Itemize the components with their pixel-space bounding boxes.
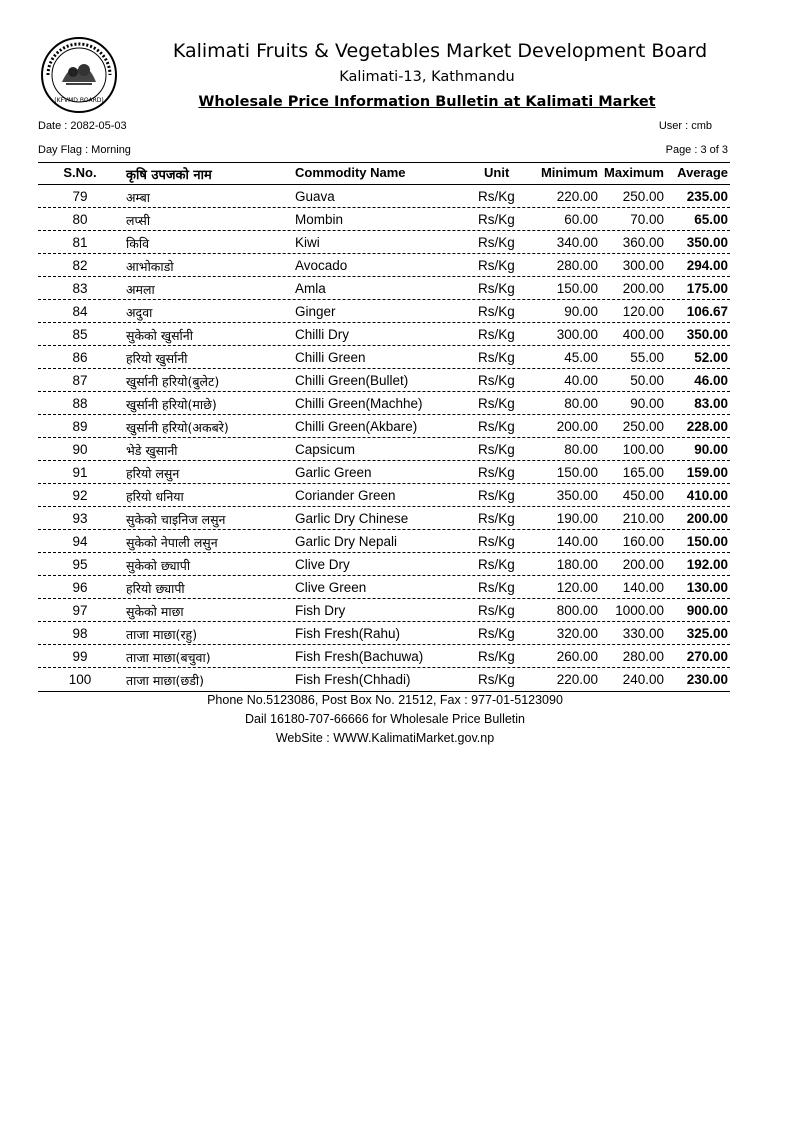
day-flag: Day Flag : Morning [38,144,131,156]
row-sno: 80 [72,212,88,227]
row-nepali-name: हरियो लसुन [126,466,180,481]
row-minimum: 80.00 [564,396,598,411]
table-row [38,599,730,622]
row-average: 325.00 [686,626,728,641]
row-unit: Rs/Kg [478,442,515,457]
table-row [38,438,730,461]
table-row [38,622,730,645]
row-sno: 95 [72,557,88,572]
col-commodity: Commodity Name [295,165,406,180]
row-sno: 83 [72,281,88,296]
row-nepali-name: किवि [126,236,150,251]
row-unit: Rs/Kg [478,557,515,572]
row-nepali-name: हरियो छ्यापी [126,581,185,596]
row-minimum: 190.00 [556,511,598,526]
table-row [38,346,730,369]
row-unit: Rs/Kg [478,304,515,319]
row-average: 192.00 [686,557,728,572]
table-row [38,645,730,668]
row-maximum: 250.00 [622,189,664,204]
row-maximum: 120.00 [622,304,664,319]
row-sno: 79 [72,189,88,204]
row-minimum: 120.00 [556,580,598,595]
footer-website: WebSite : WWW.KalimatiMarket.gov.np [275,731,495,745]
row-average: 410.00 [686,488,728,503]
row-nepali-name: ताजा माछा(बचुवा) [126,650,211,665]
col-sno: S.No. [63,165,97,180]
row-average: 200.00 [686,511,728,526]
row-minimum: 320.00 [556,626,598,641]
logo-caption: (KFVMD BOARD) [54,97,104,104]
table-row [38,484,730,507]
row-maximum: 200.00 [622,557,664,572]
row-minimum: 200.00 [556,419,598,434]
row-nepali-name: आभोकाडो [126,259,174,274]
row-maximum: 55.00 [630,350,664,365]
row-average: 350.00 [686,235,728,250]
row-minimum: 340.00 [556,235,598,250]
row-average: 228.00 [686,419,728,434]
row-sno: 82 [72,258,88,273]
row-minimum: 300.00 [556,327,598,342]
row-maximum: 450.00 [622,488,664,503]
row-commodity: Kiwi [295,235,320,250]
row-commodity: Clive Green [295,580,367,595]
row-maximum: 210.00 [622,511,664,526]
row-commodity: Avocado [295,258,348,273]
row-average: 900.00 [686,603,728,618]
row-minimum: 180.00 [556,557,598,572]
row-sno: 89 [72,419,88,434]
row-maximum: 360.00 [622,235,664,250]
row-average: 294.00 [686,258,728,273]
row-minimum: 280.00 [556,258,598,273]
board-address: Kalimati-13, Kathmandu [339,69,515,85]
row-average: 106.67 [686,304,728,319]
row-commodity: Chilli Dry [295,327,349,342]
row-maximum: 165.00 [622,465,664,480]
row-nepali-name: हरियो धनिया [126,489,184,504]
row-maximum: 100.00 [622,442,664,457]
row-minimum: 45.00 [564,350,598,365]
row-maximum: 250.00 [622,419,664,434]
row-nepali-name: सुकेको खुर्सानी [126,328,193,343]
row-maximum: 70.00 [630,212,664,227]
col-average: Average [677,165,728,180]
table-row [38,507,730,530]
row-nepali-name: खुर्सानी हरियो(बुलेट) [126,374,220,389]
row-minimum: 150.00 [556,281,598,296]
row-unit: Rs/Kg [478,511,515,526]
row-nepali-name: सुकेको नेपाली लसुन [126,535,218,550]
kfvmdb-seal-icon [40,36,118,114]
row-unit: Rs/Kg [478,580,515,595]
row-commodity: Chilli Green [295,350,366,365]
row-nepali-name: भेडे खुसानी [126,443,178,458]
footer-contact: Phone No.5123086, Post Box No. 21512, Fax : 977-01-5123090 [207,693,563,707]
row-average: 230.00 [686,672,728,687]
row-sno: 91 [72,465,88,480]
row-commodity: Coriander Green [295,488,396,503]
row-maximum: 330.00 [622,626,664,641]
row-sno: 96 [72,580,88,595]
row-nepali-name: अमला [126,282,155,297]
row-sno: 97 [72,603,88,618]
row-average: 175.00 [686,281,728,296]
row-sno: 94 [72,534,88,549]
col-nepali-name: कृषि उपजको नाम [126,168,212,183]
row-average: 65.00 [694,212,728,227]
row-minimum: 140.00 [556,534,598,549]
row-nepali-name: खुर्सानी हरियो(माछे) [126,397,217,412]
row-unit: Rs/Kg [478,672,515,687]
row-commodity: Chilli Green(Bullet) [295,373,409,388]
row-commodity: Chilli Green(Machhe) [295,396,423,411]
table-row [38,300,730,323]
row-sno: 88 [72,396,88,411]
table-row [38,415,730,438]
row-unit: Rs/Kg [478,626,515,641]
row-unit: Rs/Kg [478,281,515,296]
col-minimum: Minimum [540,165,598,180]
row-nepali-name: ताजा माछा(छडी) [126,673,205,688]
row-average: 90.00 [694,442,728,457]
row-nepali-name: खुर्सानी हरियो(अकबरे) [126,420,229,435]
row-unit: Rs/Kg [478,603,515,618]
row-maximum: 400.00 [622,327,664,342]
row-commodity: Capsicum [295,442,356,457]
table-row [38,185,730,208]
row-maximum: 50.00 [630,373,664,388]
row-commodity: Guava [295,189,335,204]
row-maximum: 90.00 [630,396,664,411]
row-unit: Rs/Kg [478,488,515,503]
row-nepali-name: सुकेको छ्यापी [126,558,191,573]
board-title: Kalimati Fruits & Vegetables Market Development Board [172,40,708,62]
footer-dial: Dail 16180-707-66666 for Wholesale Price Bulletin [244,712,526,726]
table-row [38,668,730,691]
table-row [38,392,730,415]
col-maximum: Maximum [604,165,664,180]
row-sno: 99 [72,649,88,664]
row-commodity: Ginger [295,304,336,319]
row-nepali-name: अदुवा [126,305,153,320]
row-unit: Rs/Kg [478,350,515,365]
row-commodity: Mombin [295,212,344,227]
table-row [38,254,730,277]
row-minimum: 220.00 [556,189,598,204]
row-average: 159.00 [686,465,728,480]
table-bottom-rule [38,691,730,692]
row-sno: 81 [72,235,88,250]
row-sno: 90 [72,442,88,457]
row-sno: 98 [72,626,88,641]
row-sno: 87 [72,373,88,388]
row-nepali-name: हरियो खुर्सानी [126,351,188,366]
table-row [38,231,730,254]
row-average: 83.00 [694,396,728,411]
row-sno: 86 [72,350,88,365]
row-average: 52.00 [694,350,728,365]
row-unit: Rs/Kg [478,235,515,250]
row-unit: Rs/Kg [478,534,515,549]
row-unit: Rs/Kg [478,396,515,411]
row-nepali-name: ताजा माछा(रहु) [126,627,198,642]
row-minimum: 60.00 [564,212,598,227]
row-commodity: Garlic Green [295,465,372,480]
row-unit: Rs/Kg [478,327,515,342]
row-minimum: 260.00 [556,649,598,664]
row-commodity: Clive Dry [295,557,350,572]
row-average: 130.00 [686,580,728,595]
report-user: User : cmb [658,120,712,132]
row-average: 350.00 [686,327,728,342]
report-date: Date : 2082-05-03 [38,120,127,132]
row-commodity: Fish Fresh(Chhadi) [295,672,411,687]
row-maximum: 240.00 [622,672,664,687]
row-nepali-name: अम्बा [126,190,150,205]
row-maximum: 1000.00 [615,603,664,618]
row-commodity: Garlic Dry Chinese [295,511,409,526]
row-minimum: 80.00 [564,442,598,457]
row-nepali-name: लप्सी [126,213,151,228]
row-average: 46.00 [694,373,728,388]
row-commodity: Chilli Green(Akbare) [295,419,418,434]
row-minimum: 350.00 [556,488,598,503]
row-unit: Rs/Kg [478,649,515,664]
row-commodity: Fish Dry [295,603,346,618]
table-row [38,576,730,599]
row-average: 150.00 [686,534,728,549]
row-maximum: 280.00 [622,649,664,664]
table-row [38,553,730,576]
row-unit: Rs/Kg [478,419,515,434]
row-sno: 84 [72,304,88,319]
row-sno: 100 [68,672,92,687]
table-row [38,530,730,553]
row-sno: 85 [72,327,88,342]
row-sno: 93 [72,511,88,526]
row-minimum: 90.00 [564,304,598,319]
row-unit: Rs/Kg [478,212,515,227]
row-nepali-name: सुकेको चाइनिज लसुन [126,512,226,527]
bulletin-title: Wholesale Price Information Bulletin at Kalimati Market [198,94,656,110]
row-commodity: Garlic Dry Nepali [295,534,398,549]
row-unit: Rs/Kg [478,258,515,273]
row-minimum: 220.00 [556,672,598,687]
row-maximum: 300.00 [622,258,664,273]
row-maximum: 200.00 [622,281,664,296]
row-minimum: 150.00 [556,465,598,480]
table-row [38,208,730,231]
row-unit: Rs/Kg [478,189,515,204]
row-commodity: Amla [295,281,326,296]
row-sno: 92 [72,488,88,503]
row-average: 270.00 [686,649,728,664]
row-unit: Rs/Kg [478,465,515,480]
row-commodity: Fish Fresh(Rahu) [295,626,401,641]
row-maximum: 160.00 [622,534,664,549]
row-commodity: Fish Fresh(Bachuwa) [295,649,424,664]
page-indicator: Page : 3 of 3 [665,144,728,156]
table-row [38,277,730,300]
row-minimum: 40.00 [564,373,598,388]
col-unit: Unit [484,165,510,180]
table-row [38,323,730,346]
row-nepali-name: सुकेको माछा [126,604,184,619]
table-row [38,461,730,484]
row-unit: Rs/Kg [478,373,515,388]
row-minimum: 800.00 [556,603,598,618]
row-average: 235.00 [686,189,728,204]
row-maximum: 140.00 [622,580,664,595]
table-row [38,369,730,392]
table-header [38,162,730,184]
